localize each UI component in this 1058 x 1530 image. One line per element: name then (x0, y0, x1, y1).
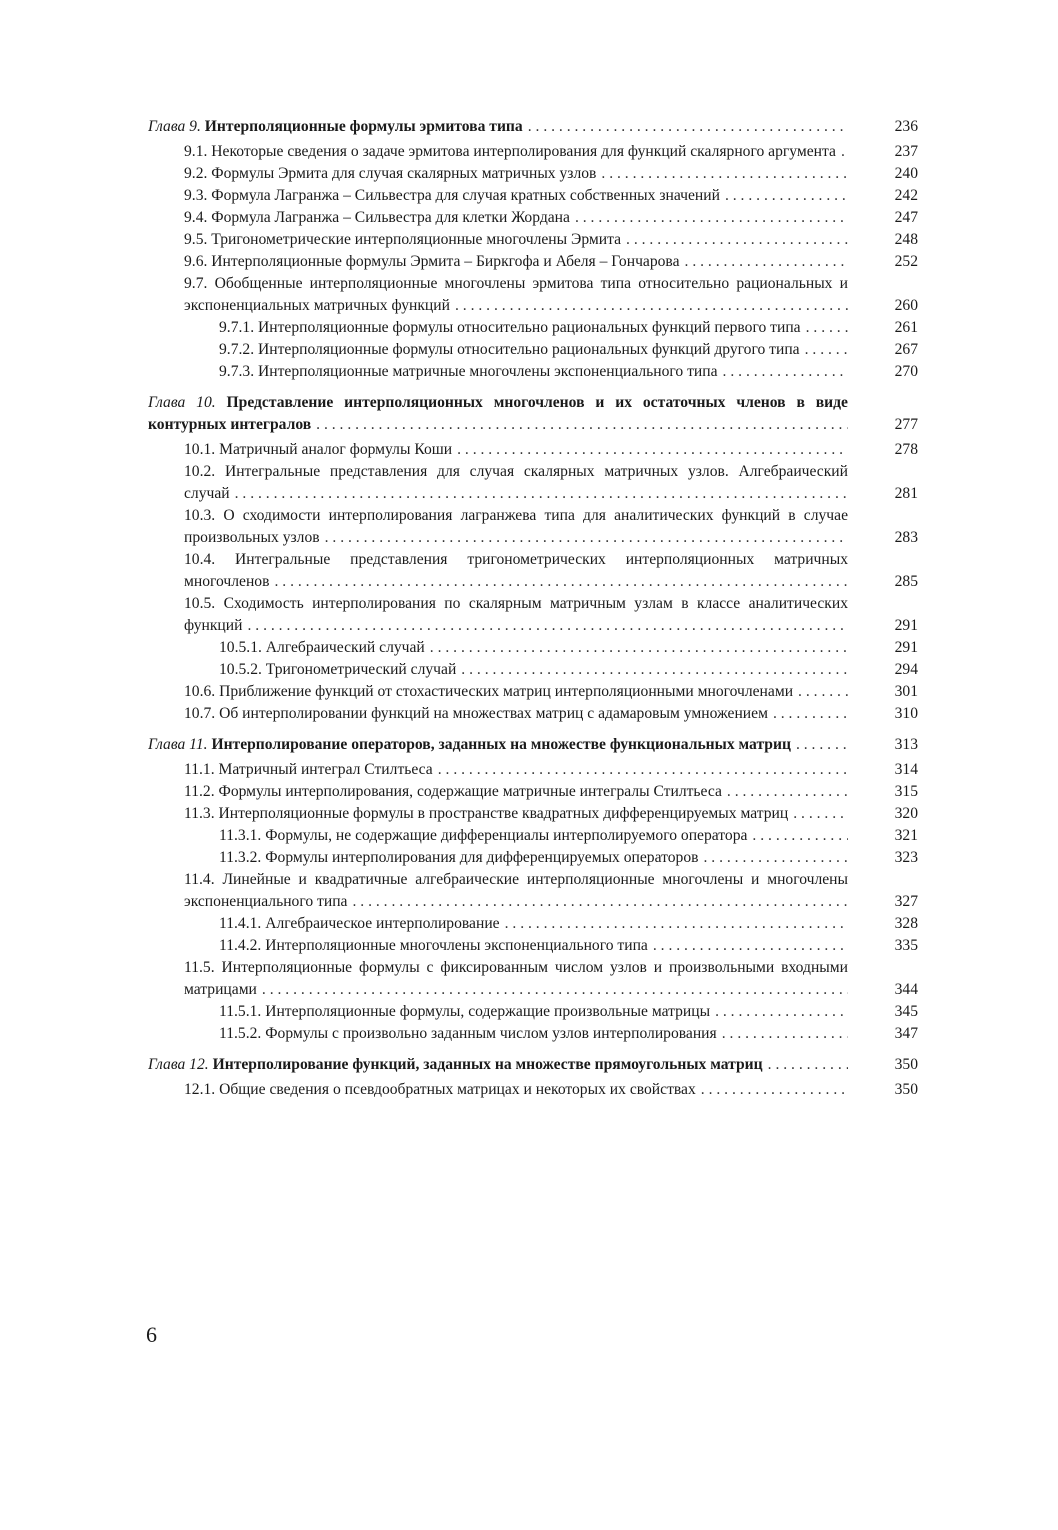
toc-page-number: 252 (894, 253, 918, 270)
toc-page-number: 261 (894, 319, 918, 336)
toc-section-entry[interactable] (148, 251, 918, 273)
toc-subsection-entry[interactable] (148, 317, 918, 339)
toc-page-number: 315 (894, 783, 918, 800)
chapter-name: Интерполяционные формулы эрмитова типа (204, 118, 523, 135)
toc-subsection-entry[interactable] (148, 361, 918, 383)
toc-subsection-entry[interactable] (148, 1001, 918, 1023)
toc-subsection-entry[interactable] (148, 1023, 918, 1045)
toc-section-entry[interactable] (148, 803, 918, 825)
toc-chapter-entry[interactable] (148, 392, 918, 436)
toc-section-title: 9.7. Обобщенные интерполяционные многочлены эрмитова типа относительно рациональных и экспоненциальных матричных функций . . . (148, 273, 848, 317)
toc-page-number: 291 (894, 639, 918, 656)
toc-page-number: 294 (894, 661, 918, 678)
toc-section-title: 10.5.1. Алгебраический случай . . . (148, 637, 848, 659)
toc-subsection-entry[interactable] (148, 913, 918, 935)
toc-section-entry[interactable] (148, 461, 918, 505)
toc-section-entry[interactable] (148, 439, 918, 461)
chapter-name: Интерполирование функций, заданных на множестве прямоугольных матриц (212, 1056, 763, 1073)
toc-section-title: 10.7. Об интерполировании функций на множествах матриц с адамаровым умножением . . . (148, 703, 848, 725)
toc-section-title: 11.3.1. Формулы, не содержащие дифференциалы интерполируемого оператора . . . (148, 825, 848, 847)
toc-page-number: 236 (894, 118, 918, 135)
toc-page-number: 237 (894, 143, 918, 160)
toc-page-number: 328 (894, 915, 918, 932)
toc-section-entry[interactable] (148, 229, 918, 251)
toc-section-title: 9.5. Тригонометрические интерполяционные многочлены Эрмита . . . (148, 229, 848, 251)
toc-section-entry[interactable] (148, 549, 918, 593)
toc-chapter-entry[interactable] (148, 1054, 918, 1076)
toc-section-title: 10.4. Интегральные представления тригонометрических интерполяционных матричных многочленов . . . (148, 549, 848, 593)
chapter-label: Глава 10. (148, 394, 216, 411)
toc-page-number: 327 (894, 893, 918, 910)
toc-page-number: 277 (894, 416, 918, 433)
toc-section-title: 10.5. Сходимость интерполирования по скалярным матричным узлам в классе аналитических функций . . . (148, 593, 848, 637)
toc-section-title: 12.1. Общие сведения о псевдообратных матрицах и некоторых их свойствах . . . (148, 1079, 848, 1101)
toc-section-title: 11.5. Интерполяционные формулы с фиксированным числом узлов и произвольными входными матрицами . . . (148, 957, 848, 1001)
toc-page-number: 345 (894, 1003, 918, 1020)
toc-chapter (148, 392, 918, 725)
toc-section-entry[interactable] (148, 957, 918, 1001)
toc-section-title: 11.2. Формулы интерполирования, содержащие матричные интегралы Стилтьеса . . . (148, 781, 848, 803)
toc-page-number: 242 (894, 187, 918, 204)
chapter-name: Интерполирование операторов, заданных на множестве функциональных матриц (211, 736, 791, 753)
toc-section-title: 11.4. Линейные и квадратичные алгебраические интерполяционные многочлены и многочлены экспоненциального типа . . . (148, 869, 848, 913)
toc-section-title: 10.5.2. Тригонометрический случай . . . (148, 659, 848, 681)
toc-page-number: 323 (894, 849, 918, 866)
toc-section-entry[interactable] (148, 141, 918, 163)
toc-chapter-title (148, 1054, 848, 1076)
toc-section-entry[interactable] (148, 185, 918, 207)
toc-page-number: 281 (894, 485, 918, 502)
chapter-name: Представление интерполяционных многочленов и их остаточных членов в виде контурных интегралов (148, 394, 848, 433)
toc-section-title: 10.1. Матричный аналог формулы Коши . . . (148, 439, 848, 461)
toc-page-number: 320 (894, 805, 918, 822)
toc-section-entry[interactable] (148, 869, 918, 913)
toc-chapter-title (148, 116, 848, 138)
table-of-contents (148, 116, 918, 1110)
toc-subsection-entry[interactable] (148, 659, 918, 681)
toc-section-title: 9.6. Интерполяционные формулы Эрмита – Биркгофа и Абеля – Гончарова . . . (148, 251, 848, 273)
toc-section-entry[interactable] (148, 273, 918, 317)
toc-page-number: 267 (894, 341, 918, 358)
toc-section-entry[interactable] (148, 781, 918, 803)
toc-chapter-title (148, 734, 848, 756)
toc-section-title: 11.5.2. Формулы с произвольно заданным числом узлов интерполирования . . . (148, 1023, 848, 1045)
toc-section-entry[interactable] (148, 703, 918, 725)
toc-section-entry[interactable] (148, 681, 918, 703)
toc-subsection-entry[interactable] (148, 339, 918, 361)
toc-page-number: 247 (894, 209, 918, 226)
chapter-label: Глава 12. (148, 1056, 209, 1073)
toc-section-entry[interactable] (148, 207, 918, 229)
toc-section-entry[interactable] (148, 593, 918, 637)
toc-section-title: 11.5.1. Интерполяционные формулы, содержащие произвольные матрицы . . . (148, 1001, 848, 1023)
toc-subsection-entry[interactable] (148, 637, 918, 659)
toc-page-number: 260 (894, 297, 918, 314)
toc-section-title: 9.7.3. Интерполяционные матричные многочлены экспоненциального типа . . . (148, 361, 848, 383)
toc-page-number: 335 (894, 937, 918, 954)
toc-page-number: 283 (894, 529, 918, 546)
toc-section-entry[interactable] (148, 505, 918, 549)
toc-section-title: 11.4.2. Интерполяционные многочлены экспоненциального типа . . . (148, 935, 848, 957)
toc-chapter (148, 1054, 918, 1101)
toc-subsection-entry[interactable] (148, 935, 918, 957)
toc-section-title: 10.2. Интегральные представления для случая скалярных матричных узлов. Алгебраический случай . . . (148, 461, 848, 505)
toc-page-number: 350 (894, 1056, 918, 1073)
toc-chapter-title (148, 392, 848, 436)
toc-page-number: 347 (894, 1025, 918, 1042)
toc-chapter (148, 116, 918, 383)
toc-page-number: 285 (894, 573, 918, 590)
toc-section-entry[interactable] (148, 759, 918, 781)
toc-page-number: 301 (894, 683, 918, 700)
toc-section-title: 9.2. Формулы Эрмита для случая скалярных матричных узлов . . . (148, 163, 848, 185)
toc-section-title: 11.3. Интерполяционные формулы в пространстве квадратных дифференцируемых матриц . . . (148, 803, 848, 825)
toc-page-number: 344 (894, 981, 918, 998)
toc-chapter (148, 734, 918, 1045)
toc-page-number: 291 (894, 617, 918, 634)
toc-section-title: 9.7.2. Интерполяционные формулы относительно рациональных функций другого типа . . . (148, 339, 848, 361)
toc-section-entry[interactable] (148, 163, 918, 185)
toc-page-number: 350 (894, 1081, 918, 1098)
toc-page-number: 314 (894, 761, 918, 778)
chapter-label: Глава 11. (148, 736, 208, 753)
toc-page-number: 321 (894, 827, 918, 844)
toc-section-title: 10.6. Приближение функций от стохастических матриц интерполяционными многочленами . . . (148, 681, 848, 703)
toc-section-title: 11.4.1. Алгебраическое интерполирование . . . (148, 913, 848, 935)
toc-chapter-entry[interactable] (148, 734, 918, 756)
toc-subsection-entry[interactable] (148, 825, 918, 847)
toc-chapter-entry[interactable] (148, 116, 918, 138)
toc-section-title: 9.7.1. Интерполяционные формулы относительно рациональных функций первого типа . . . (148, 317, 848, 339)
toc-section-title: 9.4. Формула Лагранжа – Сильвестра для клетки Жордана . . . (148, 207, 848, 229)
toc-section-title: 9.3. Формула Лагранжа – Сильвестра для случая кратных собственных значений . . . (148, 185, 848, 207)
toc-section-title: 11.1. Матричный интеграл Стилтьеса . . . (148, 759, 848, 781)
toc-page-number: 248 (894, 231, 918, 248)
toc-page-number: 278 (894, 441, 918, 458)
toc-section-title: 9.1. Некоторые сведения о задаче эрмитова интерполирования для функций скалярного аргумента . . . (148, 141, 848, 163)
toc-page-number: 240 (894, 165, 918, 182)
toc-section-entry[interactable] (148, 1079, 918, 1101)
chapter-label: Глава 9. (148, 118, 201, 135)
toc-page-number: 270 (894, 363, 918, 380)
toc-section-title: 10.3. О сходимости интерполирования лагранжева типа для аналитических функций в случае произвольных узлов . . . (148, 505, 848, 549)
toc-page-number: 313 (894, 736, 918, 753)
page-number: 6 (146, 1322, 157, 1347)
toc-page-number: 310 (894, 705, 918, 722)
toc-subsection-entry[interactable] (148, 847, 918, 869)
toc-section-title: 11.3.2. Формулы интерполирования для дифференцируемых операторов . . . (148, 847, 848, 869)
